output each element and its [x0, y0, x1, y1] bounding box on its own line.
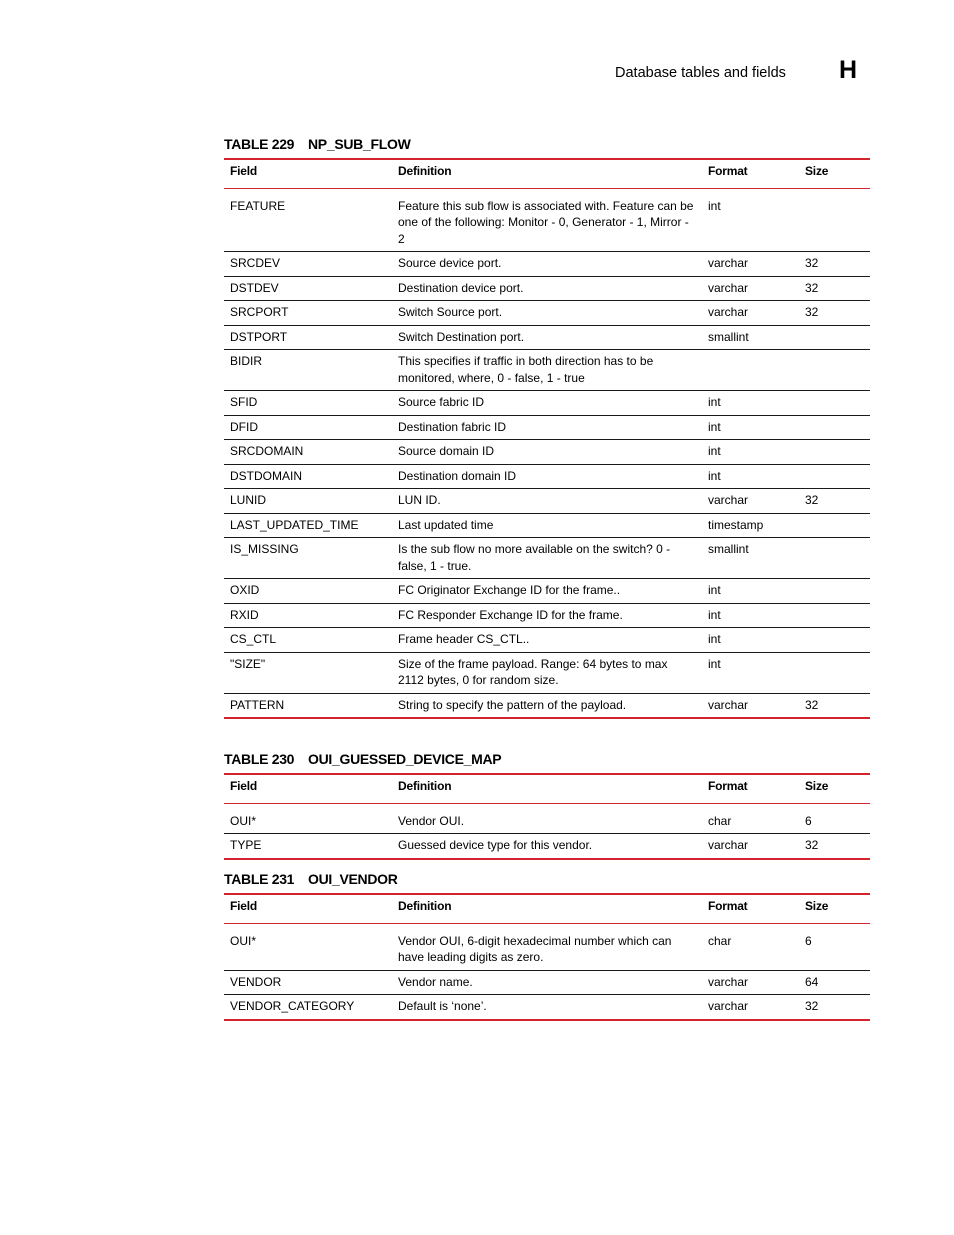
- cell-field: SFID: [224, 391, 392, 416]
- table-number: TABLE 230: [224, 751, 295, 767]
- table-name: OUI_GUESSED_DEVICE_MAP: [308, 751, 502, 767]
- cell-definition: Guessed device type for this vendor.: [398, 838, 593, 852]
- cell-format: int: [702, 415, 799, 440]
- cell-format: smallint: [702, 325, 799, 350]
- table-name: OUI_VENDOR: [308, 871, 398, 887]
- table-row: [224, 538, 870, 579]
- cell-definition: Size of the frame payload. Range: 64 bytes to max 2112 bytes, 0 for random size.: [392, 652, 702, 693]
- cell-size: 32: [805, 999, 819, 1013]
- table-caption: [224, 136, 870, 158]
- cell-field: TYPE: [230, 838, 262, 852]
- cell-format: varchar: [702, 970, 799, 995]
- cell-size: [799, 579, 870, 604]
- column-header-size: Size: [799, 894, 870, 923]
- cell-field: DFID: [224, 415, 392, 440]
- table-row: [224, 513, 870, 538]
- cell-size: [799, 652, 870, 693]
- cell-definition: Vendor OUI, 6-digit hexadecimal number which can have leading digits as zero.: [392, 923, 702, 970]
- table-oui-guessed-device-map: [224, 751, 870, 860]
- table-row: [224, 188, 870, 252]
- cell-definition: Source device port.: [392, 252, 702, 277]
- cell-size: 32: [799, 252, 870, 277]
- table-row: [224, 464, 870, 489]
- table-row: [224, 803, 870, 834]
- table-row: [224, 350, 870, 391]
- table-caption: [224, 871, 870, 893]
- cell-definition: FC Responder Exchange ID for the frame.: [392, 603, 702, 628]
- cell-definition: Switch Destination port.: [392, 325, 702, 350]
- cell-definition: Switch Source port.: [392, 301, 702, 326]
- cell-size: [799, 391, 870, 416]
- cell-field: VENDOR_CATEGORY: [230, 999, 355, 1013]
- column-header-format: Format: [702, 159, 799, 188]
- cell-field: DSTDEV: [224, 276, 392, 301]
- cell-definition: Destination fabric ID: [392, 415, 702, 440]
- cell-size: [799, 628, 870, 653]
- cell-format: int: [702, 464, 799, 489]
- table-row: [224, 995, 870, 1020]
- running-header-title: Database tables and fields: [615, 65, 786, 81]
- table-header-row: [224, 894, 870, 923]
- table-row: [224, 489, 870, 514]
- column-header-field: Field: [224, 774, 392, 803]
- cell-size: [799, 440, 870, 465]
- cell-definition: Is the sub flow no more available on the switch? 0 - false, 1 - true.: [392, 538, 702, 579]
- cell-format: smallint: [702, 538, 799, 579]
- cell-field: OUI*: [224, 803, 392, 834]
- cell-definition: Destination domain ID: [392, 464, 702, 489]
- table-name: NP_SUB_FLOW: [308, 136, 411, 152]
- cell-definition: LUN ID.: [392, 489, 702, 514]
- table-row: [224, 301, 870, 326]
- column-header-format: Format: [702, 774, 799, 803]
- table-row: [224, 970, 870, 995]
- cell-size: [799, 188, 870, 252]
- table-row: [224, 276, 870, 301]
- cell-format: varchar: [702, 301, 799, 326]
- cell-field: OUI*: [224, 923, 392, 970]
- cell-size: 32: [805, 697, 819, 712]
- cell-format: int: [702, 579, 799, 604]
- column-header-size: Size: [799, 159, 870, 188]
- table-header-row: [224, 774, 870, 803]
- cell-field: OXID: [224, 579, 392, 604]
- cell-size: 32: [799, 276, 870, 301]
- table-header-row: [224, 159, 870, 188]
- cell-size: 32: [805, 838, 819, 852]
- cell-size: [799, 464, 870, 489]
- cell-field: SRCDOMAIN: [224, 440, 392, 465]
- cell-format: int: [702, 440, 799, 465]
- cell-field: "SIZE": [224, 652, 392, 693]
- cell-format: timestamp: [702, 513, 799, 538]
- cell-field: LAST_UPDATED_TIME: [224, 513, 392, 538]
- cell-field: FEATURE: [224, 188, 392, 252]
- cell-definition: Feature this sub flow is associated with. Feature can be one of the following: Monitor - 0, Generator - 1, Mirror - 2: [392, 188, 702, 252]
- data-table: [224, 158, 870, 719]
- cell-definition: Vendor OUI.: [392, 803, 702, 834]
- cell-format: int: [702, 603, 799, 628]
- cell-size: [799, 415, 870, 440]
- cell-format: char: [702, 923, 799, 970]
- column-header-field: Field: [224, 894, 392, 923]
- cell-format: varchar: [702, 252, 799, 277]
- table-row: [224, 391, 870, 416]
- column-header-field: Field: [224, 159, 392, 188]
- cell-definition: Vendor name.: [392, 970, 702, 995]
- cell-size: [799, 513, 870, 538]
- table-row: [224, 252, 870, 277]
- table-np-sub-flow: [224, 136, 870, 719]
- cell-format: int: [702, 391, 799, 416]
- cell-definition: Source domain ID: [392, 440, 702, 465]
- cell-field: SRCDEV: [224, 252, 392, 277]
- cell-field: DSTDOMAIN: [224, 464, 392, 489]
- cell-size: [799, 325, 870, 350]
- cell-size: 32: [799, 301, 870, 326]
- cell-format: char: [702, 803, 799, 834]
- table-oui-vendor: [224, 871, 870, 1021]
- cell-size: 6: [799, 923, 870, 970]
- cell-field: LUNID: [224, 489, 392, 514]
- cell-definition: FC Originator Exchange ID for the frame..: [392, 579, 702, 604]
- cell-format: [702, 350, 799, 391]
- appendix-letter: H: [839, 56, 858, 84]
- table-row: [224, 603, 870, 628]
- cell-format: varchar: [702, 276, 799, 301]
- cell-format: int: [702, 652, 799, 693]
- cell-format: varchar: [708, 697, 749, 712]
- table-number: TABLE 229: [224, 136, 295, 152]
- table-row: [224, 628, 870, 653]
- cell-field: CS_CTL: [224, 628, 392, 653]
- cell-definition: Frame header CS_CTL..: [392, 628, 702, 653]
- cell-field: DSTPORT: [224, 325, 392, 350]
- cell-field: SRCPORT: [224, 301, 392, 326]
- cell-field: VENDOR: [224, 970, 392, 995]
- cell-format: varchar: [708, 999, 749, 1013]
- cell-format: int: [702, 628, 799, 653]
- table-caption: [224, 751, 870, 773]
- cell-definition: Source fabric ID: [392, 391, 702, 416]
- cell-definition: This specifies if traffic in both direction has to be monitored, where, 0 - false, 1 - true: [392, 350, 702, 391]
- table-row: [224, 440, 870, 465]
- cell-size: 6: [799, 803, 870, 834]
- table-row: [224, 923, 870, 970]
- column-header-definition: Definition: [392, 159, 702, 188]
- table-row: [224, 415, 870, 440]
- cell-size: [799, 350, 870, 391]
- data-table: [224, 773, 870, 860]
- column-header-size: Size: [799, 774, 870, 803]
- cell-size: [799, 538, 870, 579]
- cell-format: int: [702, 188, 799, 252]
- cell-field: BIDIR: [224, 350, 392, 391]
- table-row: [224, 579, 870, 604]
- cell-definition: String to specify the pattern of the payload.: [398, 697, 627, 712]
- cell-field: RXID: [224, 603, 392, 628]
- column-header-definition: Definition: [392, 774, 702, 803]
- table-row: [224, 652, 870, 693]
- data-table: [224, 893, 870, 1021]
- cell-size: 32: [799, 489, 870, 514]
- table-row: [224, 325, 870, 350]
- cell-definition: Destination device port.: [392, 276, 702, 301]
- column-header-format: Format: [702, 894, 799, 923]
- cell-field: PATTERN: [230, 697, 285, 712]
- cell-size: 64: [799, 970, 870, 995]
- column-header-definition: Definition: [392, 894, 702, 923]
- cell-definition: Default is ‘none’.: [398, 999, 487, 1013]
- table-row: [224, 693, 870, 718]
- cell-format: varchar: [708, 838, 749, 852]
- cell-field: IS_MISSING: [224, 538, 392, 579]
- table-number: TABLE 231: [224, 871, 295, 887]
- table-row: [224, 834, 870, 859]
- cell-size: [799, 603, 870, 628]
- cell-format: varchar: [702, 489, 799, 514]
- cell-definition: Last updated time: [392, 513, 702, 538]
